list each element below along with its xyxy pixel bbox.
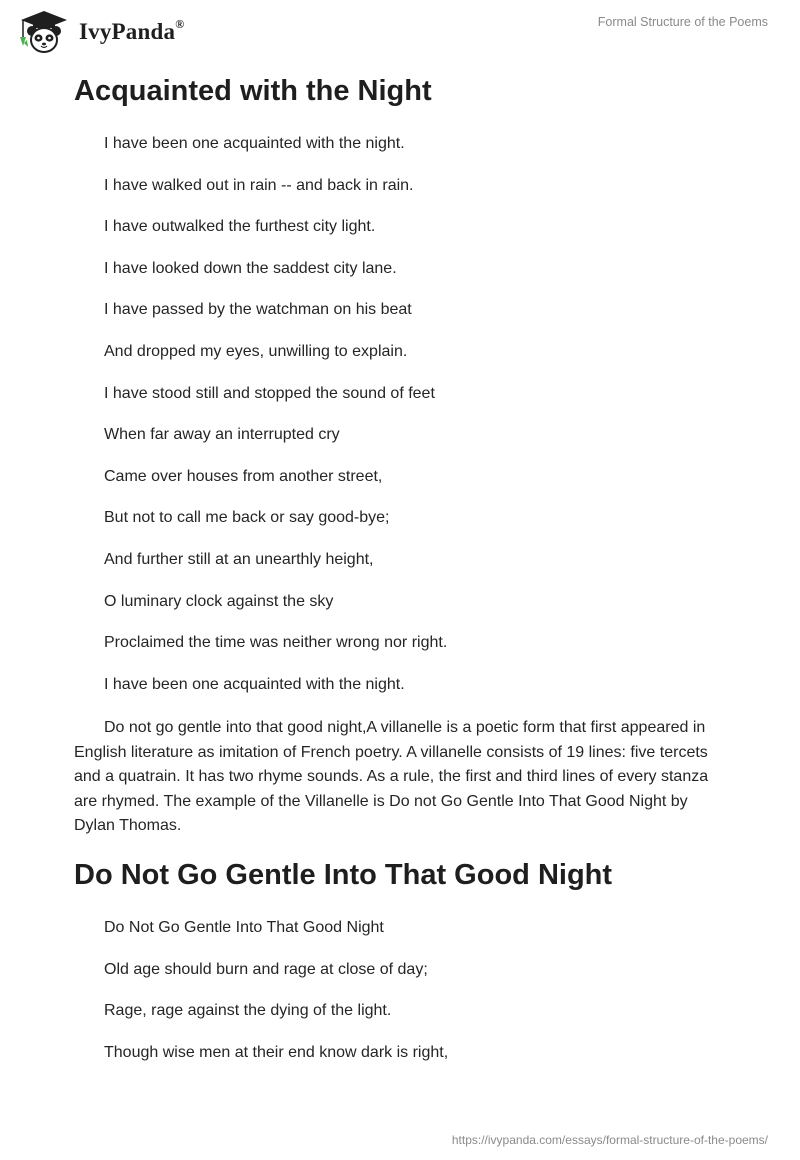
poem-line: I have looked down the saddest city lane. (104, 259, 397, 277)
brand-name-text: IvyPanda (79, 19, 176, 44)
poem-line: Came over houses from another street, (104, 467, 383, 485)
document-title: Formal Structure of the Poems (597, 15, 768, 29)
poem-line: I have been one acquainted with the night. (104, 675, 405, 693)
brand-name (79, 19, 184, 45)
poem-line: But not to call me back or say good-bye; (104, 509, 390, 527)
poem-line: I have outwalked the furthest city light. (104, 218, 376, 236)
poem-line: Old age should burn and rage at close of day; (104, 960, 428, 978)
source-url-link[interactable]: https://ivypanda.com/essays/formal-structure-of-the-poems/ (451, 1133, 768, 1147)
poem-line: O luminary clock against the sky (104, 592, 334, 610)
poem-line: And further still at an unearthly height, (104, 550, 374, 568)
poem-line: I have passed by the watchman on his beat (104, 301, 412, 319)
poem-line: I have walked out in rain -- and back in rain. (104, 176, 414, 194)
poem-line: When far away an interrupted cry (104, 426, 340, 444)
poem-line: And dropped my eyes, unwilling to explain. (104, 342, 408, 360)
poem-line: Do Not Go Gentle Into That Good Night (104, 919, 384, 936)
poem-line: I have stood still and stopped the sound of feet (104, 384, 435, 402)
poem-acquainted-lines (104, 134, 447, 716)
poem-do-not-go-gentle-lines (104, 918, 448, 1084)
section-heading-acquainted: Acquainted with the Night (74, 75, 432, 107)
poem-line: I have been one acquainted with the night. (104, 135, 405, 152)
poem-line: Proclaimed the time was neither wrong nor right. (104, 634, 448, 652)
panda-graduate-icon (15, 9, 73, 55)
villanelle-paragraph: Do not go gentle into that good night,A villanelle is a poetic form that first appeared in English literature as imitation of French poetry. A villanelle consists of 19 lines: five tercets and a quatrain. It has two rhyme sounds. As a rule, the first and third lines of every stanza are rhymed. The example of the Villanelle is Do not Go Gentle Into That Good Night by Dylan Thomas. (74, 719, 709, 834)
section-heading-do-not-go-gentle: Do Not Go Gentle Into That Good Night (74, 859, 613, 891)
poem-line: Though wise men at their end know dark is right, (104, 1043, 449, 1061)
poem-line: Rage, rage against the dying of the light. (104, 1002, 392, 1019)
registered-mark: ® (175, 17, 185, 32)
brand-logo[interactable] (15, 9, 184, 55)
